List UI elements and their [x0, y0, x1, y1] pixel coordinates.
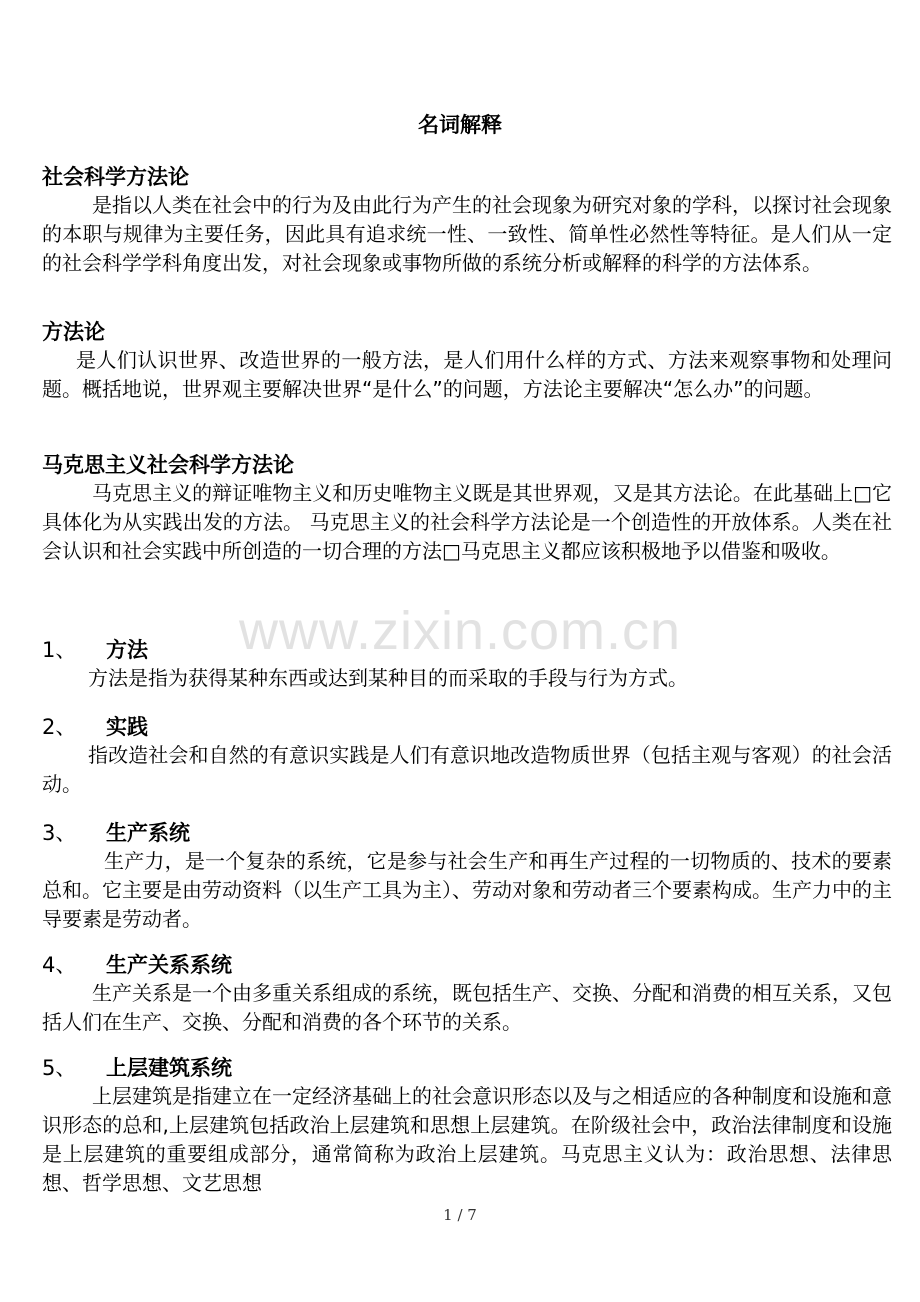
- term-number: 2、: [42, 715, 77, 739]
- term-number: 3、: [42, 821, 77, 845]
- term-body: 上层建筑是指建立在一定经济基础上的社会意识形态以及与之相适应的各种制度和设施和意识形态的总和,上层建筑包括政治上层建筑和思想上层建筑。在阶级社会中，政治法律制度和设施是上层建筑的重要组成部分，通常简称为政治上层建筑。马克思主义认为：政治思想、法律思想、哲学思想、文艺思想: [42, 1084, 892, 1195]
- term-heading: [42, 819, 892, 847]
- term-production-relations-system: [42, 951, 892, 1037]
- term-title: 方法: [106, 638, 148, 662]
- page-indicator: 1 / 7: [443, 1206, 477, 1224]
- term-method: [42, 636, 892, 693]
- section-marxist-methodology: [42, 451, 892, 566]
- term-body: 方法是指为获得某种东西或达到某种目的而采取的手段与行为方式。: [88, 666, 688, 690]
- section-body: 是指以人类在社会中的行为及由此行为产生的社会现象为研究对象的学科，以探讨社会现象的本职与规律为主要任务，因此具有追求统一性、一致性、简单性必然性等特征。是人们从一定的社会科学学科角度出发，对社会现象或事物所做的系统分析或解释的科学的方法体系。: [42, 193, 892, 275]
- term-title: 上层建筑系统: [106, 1056, 232, 1080]
- term-title: 生产系统: [106, 821, 190, 845]
- term-heading: [42, 1054, 892, 1082]
- section-heading: 方法论: [42, 320, 105, 344]
- term-heading: [42, 713, 892, 741]
- section-methodology: [42, 318, 892, 404]
- term-number: 4、: [42, 953, 77, 977]
- term-title: 实践: [106, 715, 148, 739]
- term-heading: [42, 636, 892, 664]
- term-number: 1、: [42, 638, 77, 662]
- term-body: 指改造社会和自然的有意识实践是人们有意识地改造物质世界（包括主观与客观）的社会活动。: [42, 743, 892, 796]
- section-body: 是人们认识世界、改造世界的一般方法，是人们用什么样的方式、方法来观察事物和处理问题。概括地说，世界观主要解决世界“是什么”的问题，方法论主要解决“怎么办”的问题。: [42, 348, 892, 401]
- term-heading: [42, 951, 892, 979]
- term-number: 5、: [42, 1056, 77, 1080]
- term-title: 生产关系系统: [106, 953, 232, 977]
- section-social-science-methodology: [42, 163, 892, 278]
- term-practice: [42, 713, 892, 799]
- term-superstructure-system: [42, 1054, 892, 1198]
- term-production-system: [42, 819, 892, 934]
- term-body: 生产力，是一个复杂的系统，它是参与社会生产和再生产过程的一切物质的、技术的要素总和。它主要是由劳动资料（以生产工具为主）、劳动对象和劳动者三个要素构成。生产力中的主导要素是劳动者。: [42, 849, 892, 931]
- term-body: 生产关系是一个由多重关系组成的系统，既包括生产、交换、分配和消费的相互关系，又包括人们在生产、交换、分配和消费的各个环节的关系。: [42, 981, 892, 1034]
- section-heading: 马克思主义社会科学方法论: [42, 453, 294, 477]
- section-body: 马克思主义的辩证唯物主义和历史唯物主义既是其世界观，又是其方法论。在此基础上□它具体化为从实践出发的方法。 马克思主义的社会科学方法论是一个创造性的开放体系。人类在社会认识和社会实践中所创造的一切合理的方法□马克思主义都应该积极地予以借鉴和吸收。: [42, 481, 892, 563]
- watermark: www.zixin.com.cn: [238, 601, 682, 661]
- document-title: 名词解释: [418, 113, 502, 137]
- section-heading: 社会科学方法论: [42, 165, 189, 189]
